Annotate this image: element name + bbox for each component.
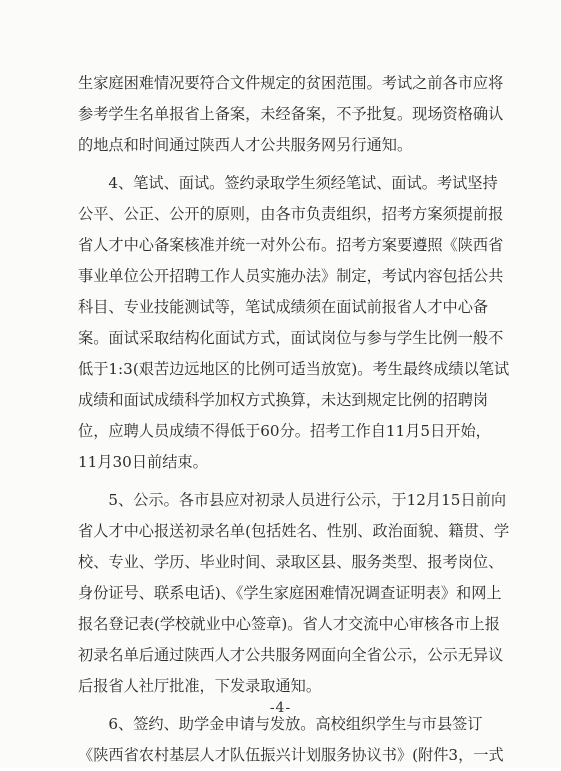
text-line: 11月30日前结束。	[78, 453, 208, 471]
text-line: 科目、专业技能测试等，笔试成绩须在面试前报省人才中心备	[78, 298, 489, 316]
text-line: 报名登记表(学校就业中心签章)。省人才交流中心审核各市上报	[78, 615, 500, 633]
text-line: 4、笔试、面试。签约录取学生须经笔试、面试。考试坚持	[78, 174, 498, 192]
document-body	[78, 68, 514, 771]
text-line: 身份证号、联系电话)、《学生家庭困难情况调查证明表》和网上	[78, 584, 502, 602]
paragraph-continued	[78, 68, 514, 161]
paragraph-section-5-publicity	[78, 485, 514, 702]
text-line: 参考学生名单报省上备案，未经备案，不予批复。现场资格确认	[78, 105, 504, 123]
text-line: 公平、公正、公开的原则，由各市负责组织，招考方案须提前报	[78, 205, 504, 223]
text-line: 后报省人社厅批准，下发录取通知。	[78, 677, 321, 695]
text-line: 成绩和面试成绩科学加权方式换算，未达到规定比例的招聘岗	[78, 391, 489, 409]
text-line: 生家庭困难情况要符合文件规定的贫困范围。考试之前各市应将	[78, 74, 504, 92]
text-line: 事业单位公开招聘工作人员实施办法》制定，考试内容包括公共	[78, 267, 504, 285]
text-line: 初录名单后通过陕西人才公共服务网面向全省公示，公示无异议	[78, 646, 504, 664]
page-number-text: -4-	[269, 700, 292, 716]
text-line: 位，应聘人员成绩不得低于60分。招考工作自11月5日开始，	[78, 422, 491, 440]
text-line: 省人才中心报送初录名单(包括姓名、性别、政治面貌、籍贯、学	[78, 522, 510, 540]
text-line: 《陕西省农村基层人才队伍振兴计划服务协议书》(附件3，一式	[78, 746, 504, 764]
text-line: 的地点和时间通过陕西人才公共服务网另行通知。	[78, 136, 413, 154]
text-line: 案。面试采取结构化面试方式，面试岗位与参与学生比例一般不	[78, 329, 504, 347]
paragraph-section-6-signing	[78, 709, 514, 771]
text-line: 6、签约、助学金申请与发放。高校组织学生与市县签订	[78, 715, 483, 733]
text-line: 省人才中心备案核准并统一对外公布。招考方案要遵照《陕西省	[78, 236, 504, 254]
text-line: 低于1:3(艰苦边远地区的比例可适当放宽)。考生最终成绩以笔试	[78, 360, 510, 378]
text-line: 5、公示。各市县应对初录人员进行公示，于12月15日前向	[78, 491, 507, 509]
text-line: 校、专业、学历、毕业时间、录取区县、服务类型、报考岗位、	[78, 553, 504, 571]
page-number	[0, 700, 561, 716]
paragraph-section-4-exams	[78, 168, 514, 478]
